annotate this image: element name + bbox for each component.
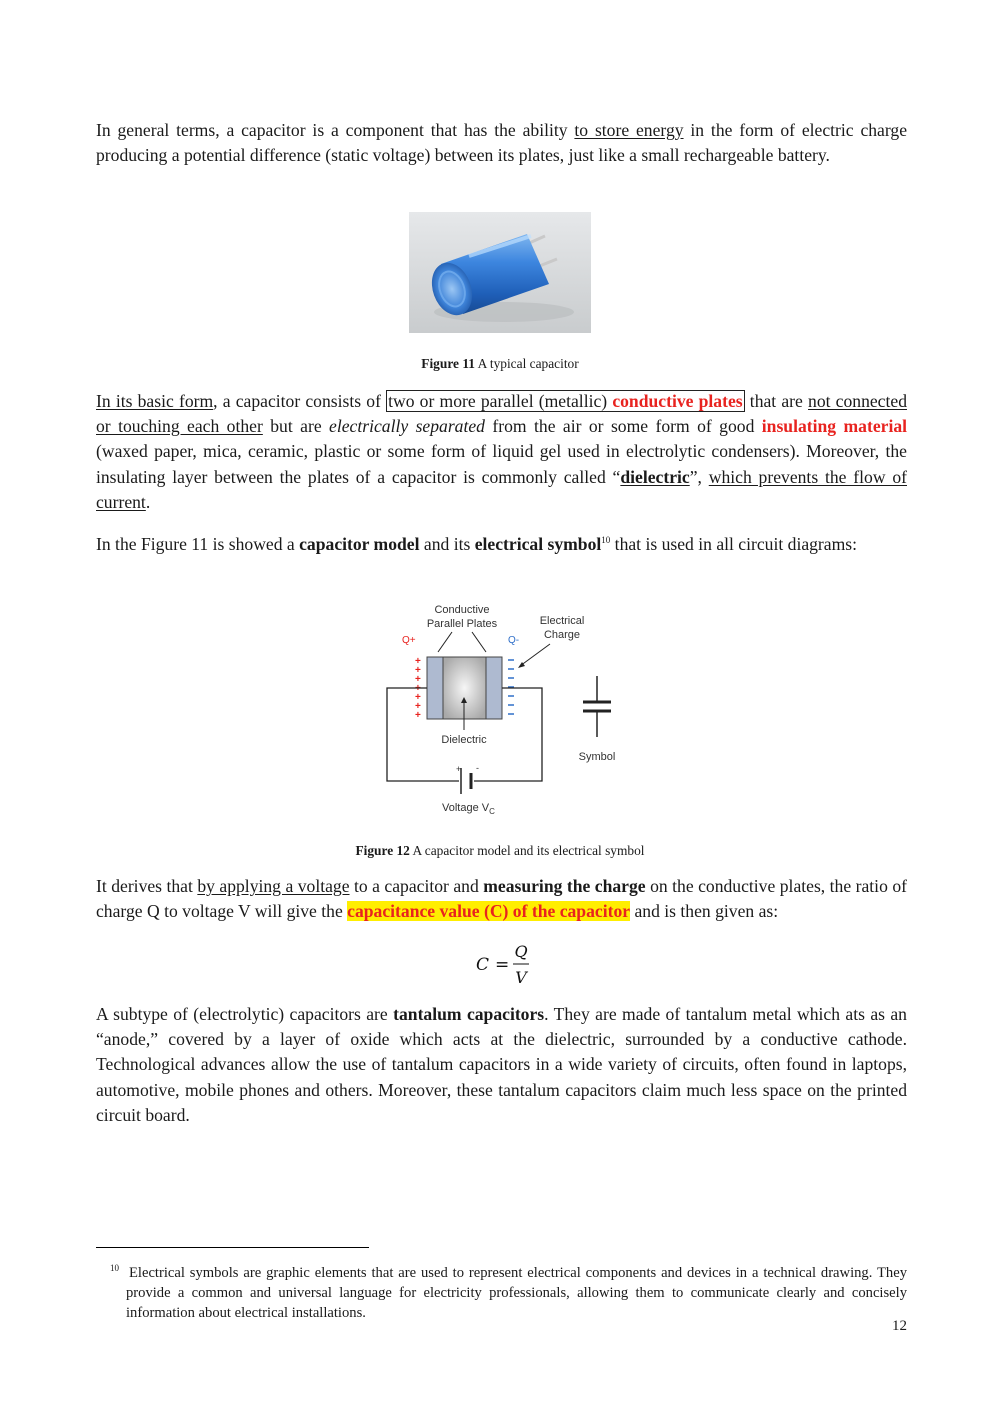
figure-12-caption: [0, 843, 1000, 859]
footnote: [110, 1258, 907, 1324]
svg-text:+: +: [415, 683, 421, 694]
svg-text:+: +: [415, 665, 421, 676]
label-parallel-plates: Parallel Plates: [426, 618, 498, 630]
footnote-separator: [96, 1247, 369, 1248]
svg-text:-: -: [476, 763, 479, 773]
footnote-number: 10: [110, 1263, 119, 1273]
svg-text:+: +: [415, 656, 421, 667]
label-dielectric: Dielectric: [441, 734, 487, 746]
figure-label: Figure 11: [421, 356, 475, 371]
boxed-phrase: [386, 390, 745, 412]
figure-text: A capacitor model and its electrical symbol: [409, 843, 645, 858]
paragraph-basic-form: [96, 389, 907, 515]
underlined-phrase: not connected or touching each other: [96, 391, 907, 437]
label-symbol: Symbol: [578, 751, 616, 763]
paragraph-intro: [96, 118, 907, 168]
svg-text:+: +: [415, 710, 421, 721]
svg-text:+: +: [415, 674, 421, 685]
label-conductive: Conductive: [434, 604, 490, 616]
red-bold-phrase: insulating material: [761, 416, 908, 437]
capacitor-diagram: [380, 600, 630, 820]
text-run: and is then given as:: [630, 901, 779, 922]
text-run: .: [145, 491, 151, 512]
figure-text: A typical capacitor: [474, 356, 579, 371]
capacitor-photo: [409, 212, 591, 333]
footnote-text: Electrical symbols are graphic elements that are used to represent electrical components and devices in a technical drawing. They provide a common and universal language for electricity professionals, allowing them to communicate clearly and concisely information about electrical installations.: [126, 1265, 907, 1322]
negative-charges: [508, 660, 514, 714]
paragraph-figure-intro: [96, 532, 907, 557]
footnote-ref: 10: [601, 535, 611, 545]
formula-numerator: Q: [514, 942, 528, 961]
figure-label: Figure 12: [355, 843, 410, 858]
highlighted-phrase: capacitance value (C) of the capacitor: [347, 901, 631, 922]
red-bold-phrase: conductive plates: [612, 391, 743, 411]
text-run: in the form of electric charge producing a potential difference (static voltage) between its plates, just like a small rechargeable battery.: [96, 120, 908, 166]
text-run: and its: [419, 534, 475, 554]
text-run: that are: [744, 391, 809, 411]
text-run: two or more parallel (metallic): [388, 391, 613, 411]
text-run: on the conductive plates, the ratio of charge Q to voltage V will give the: [96, 876, 907, 922]
text-run: . They are made of tantalum metal which ats as an “anode,” covered by a layer of oxide which acts at the dielectric, surrounded by a conductive cathode. Technological advances allow the use of tantalum capacitors in a wide variety of circuits, often found in laptops, automotive, mobile phones and others. Moreover, these tantalum capacitors claim much less space on the printed circuit board.: [96, 1004, 907, 1125]
underlined-phrase: In its basic form: [96, 391, 214, 411]
label-q-minus: Q-: [508, 635, 520, 646]
text-run: , a capacitor consists of: [213, 391, 387, 411]
text-run: (waxed paper, mica, ceramic, plastic or some form of liquid gel used in electrolytic condensers). Moreover, the insulating layer between the plates of a capacitor is commonly called “: [96, 441, 907, 487]
label-electrical: Electrical: [539, 615, 585, 627]
bold-underlined-phrase: dielectric: [620, 466, 690, 487]
text-run: In the Figure 11 is showed a: [96, 534, 300, 554]
svg-text:+: +: [456, 764, 462, 774]
text-run: but are: [262, 416, 330, 437]
label-charge: Charge: [543, 629, 581, 641]
underlined-phrase: by applying a voltage: [197, 876, 350, 896]
text-run: to a capacitor and: [349, 876, 484, 896]
figure-11-caption: [0, 356, 1000, 372]
paragraph-tantalum: [96, 1002, 907, 1128]
formula-denominator: V: [515, 968, 527, 987]
underlined-phrase: to store energy: [574, 120, 684, 140]
svg-text:+: +: [415, 701, 421, 712]
bold-phrase: electrical symbol: [474, 534, 602, 554]
bold-phrase: measuring the charge: [483, 876, 646, 896]
capacitance-formula: [476, 942, 536, 988]
text-run: from the air or some form of good: [484, 416, 762, 437]
bold-phrase: tantalum capacitors: [393, 1004, 545, 1024]
formula-equals: =: [495, 955, 510, 975]
underlined-phrase: which prevents the flow of current: [96, 466, 907, 512]
label-q-plus: Q+: [402, 635, 416, 646]
paragraph-capacitance: [96, 874, 907, 924]
svg-text:+: +: [415, 692, 421, 703]
label-voltage: Voltage $V_C$: [442, 802, 495, 816]
formula-c: C: [476, 955, 490, 975]
text-run: It derives that: [96, 876, 198, 896]
text-run: A subtype of (electrolytic) capacitors are: [96, 1004, 394, 1024]
italic-phrase: electrically separated: [329, 416, 485, 437]
text-run: ”,: [689, 466, 709, 487]
text-run: In general terms, a capacitor is a component that has the ability: [96, 120, 575, 140]
bold-phrase: capacitor model: [299, 534, 420, 554]
page-number: 12: [892, 1318, 907, 1334]
text-run: that is used in all circuit diagrams:: [610, 534, 858, 554]
